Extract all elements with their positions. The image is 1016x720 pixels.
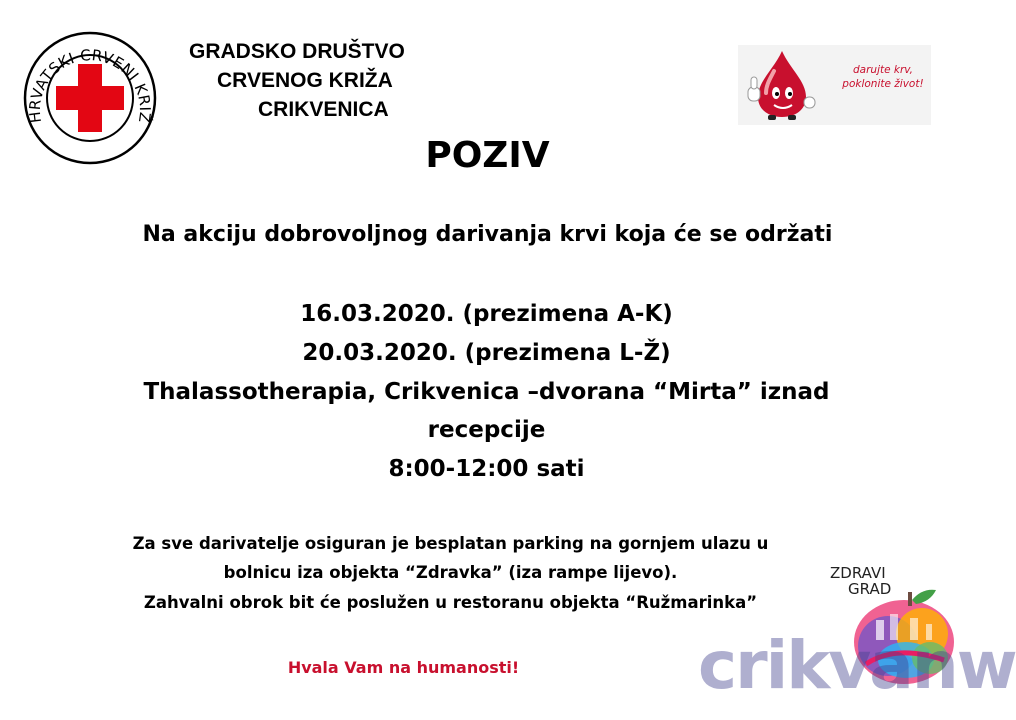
info-line1: Za sve darivatelje osiguran je besplatan parking na gornjem ulazu u <box>132 534 769 553</box>
blood-drop-mascot-icon <box>744 47 834 123</box>
event-location-line1: Thalassotherapia, Crikvenica –dvorana “Mirta” iznad <box>143 379 830 405</box>
invitation-intro: Na akciju dobrovoljnog darivanja krvi koja će se održati <box>142 222 833 247</box>
info-line2: bolnicu iza objekta “Zdravka” (iza rampe lijevo). <box>223 563 678 582</box>
thanks-message: Hvala Vam na humanosti! <box>287 658 520 677</box>
organization-name-line2: CRVENOG KRIŽA <box>217 69 393 92</box>
site-watermark: crikvanw <box>698 627 1016 704</box>
organization-name-line1: GRADSKO DRUŠTVO <box>189 40 405 63</box>
event-date-2: 20.03.2020. (prezimena L-Ž) <box>302 340 671 366</box>
seal-ring-text: HRVATSKI CRVENI KRIŽ <box>25 46 155 125</box>
event-location-line2: recepcije <box>427 417 546 443</box>
zdravi-grad-line2: GRAD <box>848 580 892 598</box>
donate-slogan: darujte krv, poklonite život! <box>842 64 924 90</box>
donate-blood-badge <box>738 45 931 125</box>
organization-name-line3: CRIKVENICA <box>258 98 389 121</box>
event-date-1: 16.03.2020. (prezimena A-K) <box>300 301 673 327</box>
event-time: 8:00-12:00 sati <box>388 456 585 482</box>
page-title: POZIV <box>425 135 550 176</box>
info-line3: Zahvalni obrok bit će poslužen u restoranu objekta “Ružmarinka” <box>143 593 758 612</box>
zdravi-grad-line1: ZDRAVI <box>830 564 886 582</box>
